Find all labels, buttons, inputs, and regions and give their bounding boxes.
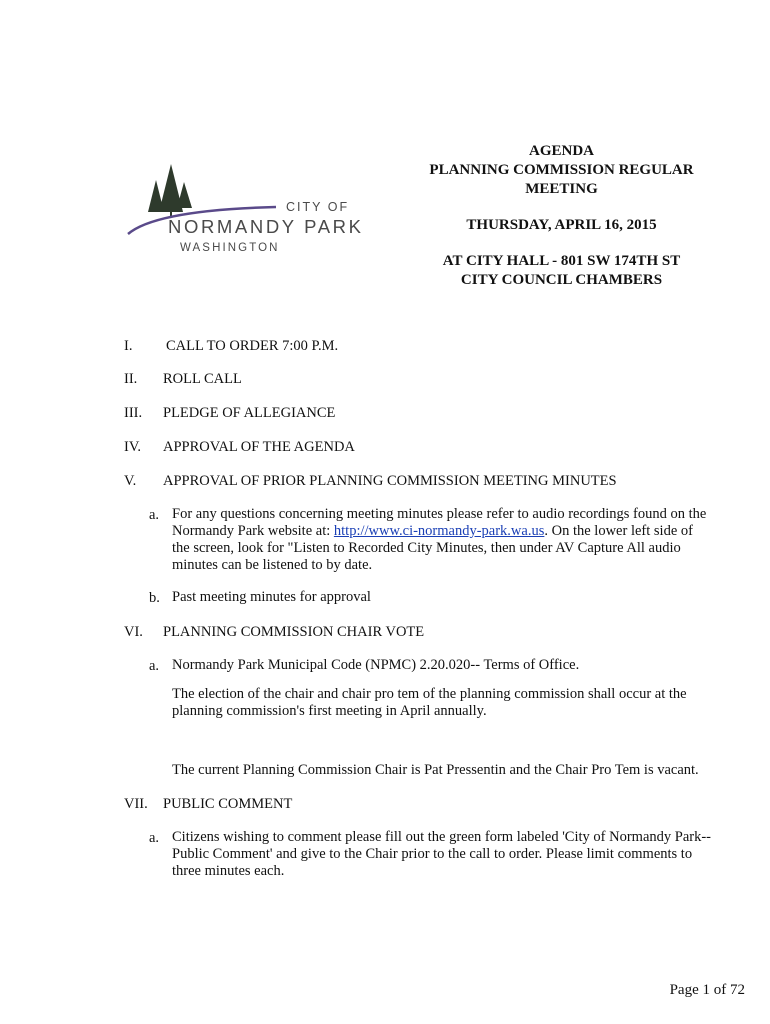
minutes-info-paragraph [172, 506, 712, 574]
item-number: IV. [124, 439, 142, 455]
page-number: Page 1 of 72 [669, 982, 745, 998]
agenda-item-public-comment: PUBLIC COMMENT [163, 796, 293, 812]
meeting-subtitle-line1: PLANNING COMMISSION REGULAR [429, 162, 694, 178]
current-chair-paragraph: The current Planning Commission Chair is Pat Pressentin and the Chair Pro Tem is vacant. [172, 762, 699, 778]
sub-item-label: a. [149, 507, 160, 523]
item-number: V. [124, 473, 137, 489]
meeting-subtitle-line2: MEETING [525, 181, 598, 197]
meeting-location-line1: AT CITY HALL - 801 SW 174TH ST [442, 253, 681, 269]
chair-election-paragraph: The election of the chair and chair pro tem of the planning commission shall occur at the planning commission's first meeting in April annually. [172, 686, 687, 719]
past-minutes-text: Past meeting minutes for approval [172, 589, 371, 605]
logo-city-of: CITY OF [286, 200, 350, 214]
agenda-item-roll-call: ROLL CALL [163, 371, 242, 387]
minutes-info-text-cont: . On the lower left side of the screen, look for "Listen to Recorded City Minutes, then under AV Capture All audio minutes can be listened to by date. [172, 523, 693, 573]
sub-item-label: a. [149, 658, 160, 674]
item-number: VII. [124, 796, 148, 812]
city-logo [126, 160, 376, 260]
meeting-date: THURSDAY, APRIL 16, 2015 [466, 217, 657, 233]
item-number: III. [124, 405, 143, 421]
agenda-item-pledge: PLEDGE OF ALLEGIANCE [163, 405, 336, 421]
item-number: I. [124, 338, 133, 354]
agenda-item-call-to-order: CALL TO ORDER 7:00 P.M. [166, 338, 339, 354]
agenda-item-approval-minutes: APPROVAL OF PRIOR PLANNING COMMISSION MEETING MINUTES [163, 473, 617, 489]
agenda-item-approval-agenda: APPROVAL OF THE AGENDA [163, 439, 355, 455]
sub-item-label: a. [149, 830, 160, 846]
public-comment-paragraph: Citizens wishing to comment please fill out the green form labeled 'City of Normandy Park--Public Comment' and give to the Chair prior to the call to order. Please limit comments to three minutes each. [172, 829, 711, 879]
city-website-link[interactable]: http://www.ci-normandy-park.wa.us [333, 523, 545, 539]
minutes-info-text: For any questions concerning meeting minutes please refer to audio recordings found on the Normandy Park website at: [172, 506, 707, 539]
item-number: VI. [124, 624, 143, 640]
item-number: II. [124, 371, 138, 387]
npmc-terms-text: Normandy Park Municipal Code (NPMC) 2.20.020-- Terms of Office. [172, 657, 580, 673]
meeting-location-line2: CITY COUNCIL CHAMBERS [460, 272, 663, 288]
logo-normandy-park: NORMANDY PARK [168, 216, 364, 237]
logo-washington: WASHINGTON [180, 242, 280, 254]
agenda-item-chair-vote: PLANNING COMMISSION CHAIR VOTE [163, 624, 425, 640]
agenda-title: AGENDA [528, 143, 594, 159]
sub-item-label: b. [149, 590, 160, 606]
